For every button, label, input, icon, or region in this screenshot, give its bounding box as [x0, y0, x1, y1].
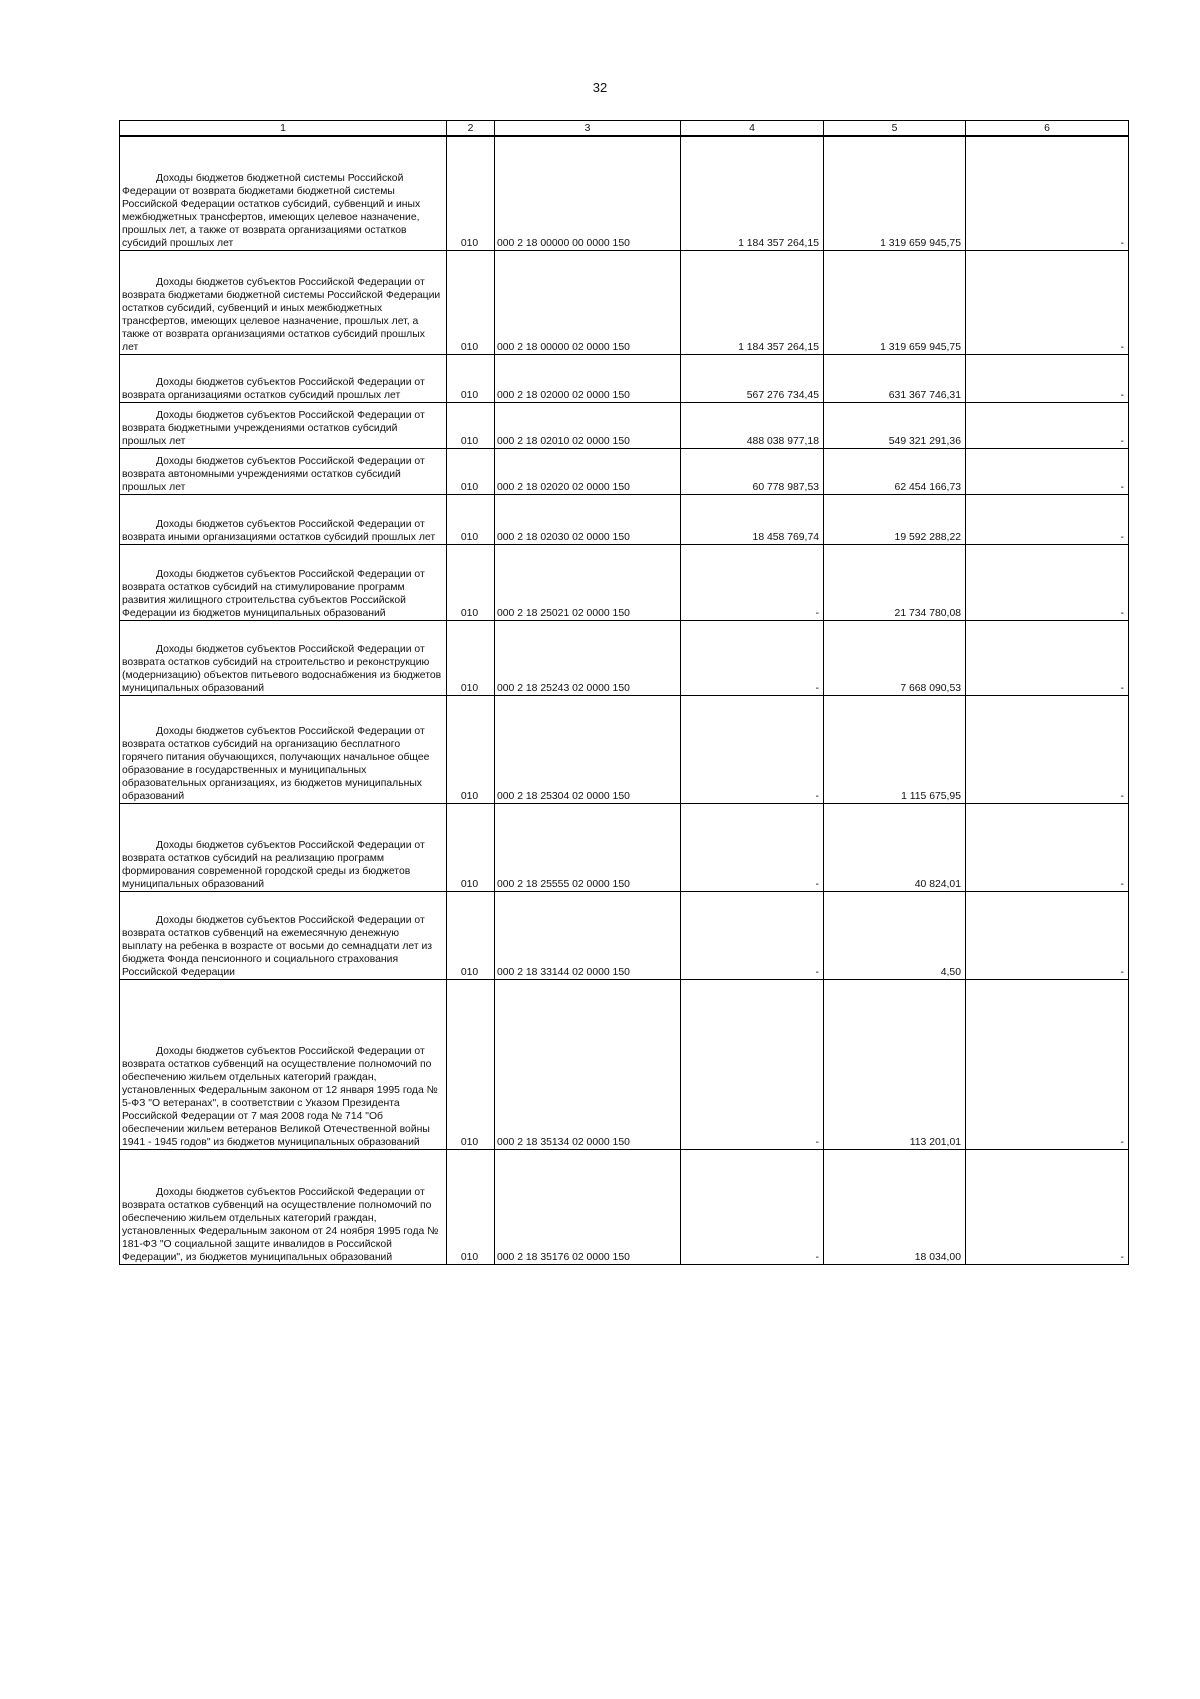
cell-executed: 4,50 [824, 891, 966, 979]
cell-budget-code: 000 2 18 35176 02 0000 150 [495, 1149, 681, 1264]
page-number: 32 [592, 80, 608, 95]
column-header-line: 2 [447, 121, 495, 137]
cell-unexecuted: - [966, 695, 1129, 803]
cell-approved: 60 778 987,53 [681, 448, 824, 494]
row-description: Доходы бюджетов субъектов Российской Федерации от возврата остатков субсидий на реализацию программ формирования современной городской среды из бюджетов муниципальных образований [122, 839, 425, 890]
cell-line-code: 010 [447, 1149, 495, 1264]
cell-approved: - [681, 544, 824, 620]
row-description: Доходы бюджетов субъектов Российской Федерации от возврата остатков субсидий на строительство и реконструкцию (модернизацию) объектов питьевого водоснабжения из бюджетов муниципальных образований [122, 643, 442, 694]
cell-unexecuted: - [966, 620, 1129, 695]
cell-name [120, 620, 447, 695]
cell-executed: 40 824,01 [824, 803, 966, 891]
cell-name [120, 402, 447, 448]
cell-unexecuted: - [966, 979, 1129, 1149]
table-row [120, 250, 1129, 354]
row-description: Доходы бюджетов субъектов Российской Федерации от возврата автономными учреждениями остатков субсидий прошлых лет [122, 455, 425, 493]
column-header-executed: 5 [824, 121, 966, 137]
cell-unexecuted: - [966, 250, 1129, 354]
cell-name [120, 250, 447, 354]
cell-approved: - [681, 695, 824, 803]
cell-budget-code: 000 2 18 00000 00 0000 150 [495, 136, 681, 250]
cell-line-code: 010 [447, 891, 495, 979]
row-description: Доходы бюджетов субъектов Российской Федерации от возврата организациями остатков субсидий прошлых лет [122, 376, 425, 401]
cell-budget-code: 000 2 18 00000 02 0000 150 [495, 250, 681, 354]
cell-approved: - [681, 620, 824, 695]
column-header-unexecuted: 6 [966, 121, 1129, 137]
cell-approved: 567 276 734,45 [681, 354, 824, 402]
cell-budget-code: 000 2 18 35134 02 0000 150 [495, 979, 681, 1149]
table-row [120, 494, 1129, 544]
cell-budget-code: 000 2 18 25243 02 0000 150 [495, 620, 681, 695]
cell-approved: - [681, 803, 824, 891]
table-body [120, 136, 1129, 1264]
table-row [120, 891, 1129, 979]
cell-executed: 19 592 288,22 [824, 494, 966, 544]
cell-unexecuted: - [966, 136, 1129, 250]
column-header-name: 1 [120, 121, 447, 137]
table-row [120, 402, 1129, 448]
table-row [120, 695, 1129, 803]
cell-line-code: 010 [447, 250, 495, 354]
table-row [120, 354, 1129, 402]
column-header-approved: 4 [681, 121, 824, 137]
cell-executed: 549 321 291,36 [824, 402, 966, 448]
cell-name [120, 891, 447, 979]
cell-budget-code: 000 2 18 02010 02 0000 150 [495, 402, 681, 448]
cell-budget-code: 000 2 18 02000 02 0000 150 [495, 354, 681, 402]
cell-line-code: 010 [447, 448, 495, 494]
cell-executed: 62 454 166,73 [824, 448, 966, 494]
cell-unexecuted: - [966, 448, 1129, 494]
cell-budget-code: 000 2 18 02020 02 0000 150 [495, 448, 681, 494]
cell-approved: - [681, 979, 824, 1149]
cell-approved: 1 184 357 264,15 [681, 136, 824, 250]
cell-executed: 631 367 746,31 [824, 354, 966, 402]
cell-line-code: 010 [447, 803, 495, 891]
cell-executed: 1 115 675,95 [824, 695, 966, 803]
cell-name [120, 803, 447, 891]
cell-budget-code: 000 2 18 33144 02 0000 150 [495, 891, 681, 979]
cell-executed: 113 201,01 [824, 979, 966, 1149]
cell-budget-code: 000 2 18 25304 02 0000 150 [495, 695, 681, 803]
cell-approved: - [681, 891, 824, 979]
row-description: Доходы бюджетов бюджетной системы Российской Федерации от возврата бюджетами бюджетной системы Российской Федерации остатков субсидий, субвенций и иных межбюджетных трансфертов, имеющих целевое назначение, прошлых лет, а также от возврата организациями остатков субсидий прошлых лет [122, 172, 421, 249]
cell-line-code: 010 [447, 136, 495, 250]
cell-budget-code: 000 2 18 25021 02 0000 150 [495, 544, 681, 620]
cell-executed: 1 319 659 945,75 [824, 250, 966, 354]
cell-unexecuted: - [966, 354, 1129, 402]
cell-unexecuted: - [966, 803, 1129, 891]
table-row [120, 979, 1129, 1149]
row-description: Доходы бюджетов субъектов Российской Федерации от возврата остатков субсидий на стимулирование программ развития жилищного строительства субъектов Российской Федерации из бюджетов муниципальных образований [122, 568, 425, 619]
table-row [120, 620, 1129, 695]
row-description: Доходы бюджетов субъектов Российской Федерации от возврата остатков субсидий на организацию бесплатного горячего питания обучающихся, получающих начальное общее образование в государственных и муниципальных образовательных организациях, из бюджетов муниципальных образований [122, 725, 430, 802]
cell-executed: 21 734 780,08 [824, 544, 966, 620]
cell-unexecuted: - [966, 402, 1129, 448]
row-description: Доходы бюджетов субъектов Российской Федерации от возврата бюджетами бюджетной системы Российской Федерации остатков субсидий, субвенций и иных межбюджетных трансфертов, имеющих целевое назначение, прошлых лет, а также от возврата организациями остатков субсидий прошлых лет [122, 276, 441, 353]
cell-budget-code: 000 2 18 25555 02 0000 150 [495, 803, 681, 891]
cell-unexecuted: - [966, 494, 1129, 544]
cell-name [120, 136, 447, 250]
table-row [120, 448, 1129, 494]
cell-unexecuted: - [966, 1149, 1129, 1264]
cell-name [120, 354, 447, 402]
cell-line-code: 010 [447, 695, 495, 803]
table-row [120, 1149, 1129, 1264]
cell-approved: 18 458 769,74 [681, 494, 824, 544]
revenue-table [119, 120, 1129, 1265]
table-row [120, 136, 1129, 250]
cell-line-code: 010 [447, 402, 495, 448]
cell-approved: - [681, 1149, 824, 1264]
column-header-code: 3 [495, 121, 681, 137]
row-description: Доходы бюджетов субъектов Российской Федерации от возврата иными организациями остатков субсидий прошлых лет [122, 518, 436, 543]
row-description: Доходы бюджетов субъектов Российской Федерации от возврата остатков субвенций на осуществление полномочий по обеспечению жильем отдельных категорий граждан, установленных Федеральным законом от 24 ноября 1995 года № 181-ФЗ "О социальной защите инвалидов в Российской Федерации", из бюджетов муниципальных образований [122, 1186, 439, 1263]
cell-unexecuted: - [966, 544, 1129, 620]
cell-executed: 18 034,00 [824, 1149, 966, 1264]
cell-name [120, 979, 447, 1149]
cell-name [120, 695, 447, 803]
cell-name [120, 1149, 447, 1264]
cell-name [120, 544, 447, 620]
table-row [120, 544, 1129, 620]
row-description: Доходы бюджетов субъектов Российской Федерации от возврата остатков субвенций на ежемесячную денежную выплату на ребенка в возрасте от восьми до семнадцати лет из бюджета Фонда пенсионного и социального страхования Российской Федерации [122, 914, 433, 978]
cell-approved: 488 038 977,18 [681, 402, 824, 448]
cell-executed: 1 319 659 945,75 [824, 136, 966, 250]
row-description: Доходы бюджетов субъектов Российской Федерации от возврата бюджетными учреждениями остатков субсидий прошлых лет [122, 409, 425, 447]
table-header-row [120, 121, 1129, 137]
table-row [120, 803, 1129, 891]
cell-approved: 1 184 357 264,15 [681, 250, 824, 354]
cell-line-code: 010 [447, 354, 495, 402]
cell-line-code: 010 [447, 544, 495, 620]
row-description: Доходы бюджетов субъектов Российской Федерации от возврата остатков субвенций на осуществление полномочий по обеспечению жильем отдельных категорий граждан, установленных Федеральным законом от 12 января 1995 года № 5-ФЗ "О ветеранах", в соответствии с Указом Президента Российской Федерации от 7 мая 2008 года № 714 "Об обеспечении жильем ветеранов Великой Отечественной войны 1941 - 1945 годов" из бюджетов муниципальных образований [122, 1045, 438, 1148]
cell-line-code: 010 [447, 979, 495, 1149]
cell-budget-code: 000 2 18 02030 02 0000 150 [495, 494, 681, 544]
cell-line-code: 010 [447, 494, 495, 544]
cell-name [120, 448, 447, 494]
cell-line-code: 010 [447, 620, 495, 695]
cell-executed: 7 668 090,53 [824, 620, 966, 695]
cell-name [120, 494, 447, 544]
cell-unexecuted: - [966, 891, 1129, 979]
